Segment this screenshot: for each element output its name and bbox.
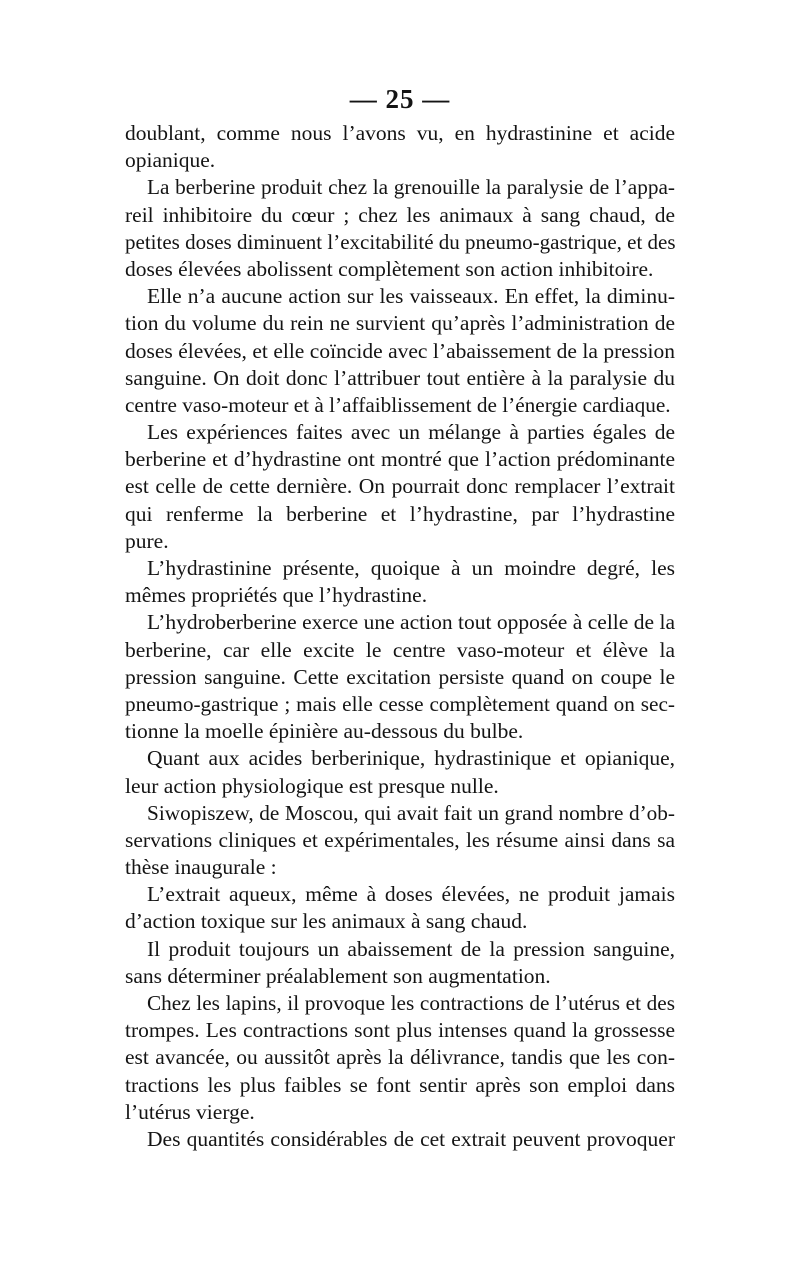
text-line: d’action toxique sur les animaux à sang chaud. [125,909,528,934]
text-line: tionne la moelle épinière au-dessous du bulbe. [125,719,524,744]
page-number: — 25 — [349,84,451,114]
text-line: mêmes propriétés que l’hydrastine. [125,583,428,608]
text-line: pure. [125,528,169,553]
text-line: sans déterminer préalablement son augmentation. [125,963,551,988]
text-line: trompes. Les contractions sont plus intenses quand la grossesse [125,1018,675,1043]
text-line: est celle de cette dernière. On pourrait donc remplacer l’extrait [125,474,675,499]
text-line: servations cliniques et expérimentales, les résume ainsi dans sa [125,827,675,852]
text-line: L’hydroberberine exerce une action tout opposée à celle de la [147,610,675,635]
text-line: doses élevées, et elle coïncide avec l’abaissement de la pression [125,338,675,363]
body-text [125,120,675,1153]
text-line: centre vaso-moteur et à l’affaiblissement de l’énergie cardiaque. [125,392,671,417]
text-line: Chez les lapins, il provoque les contractions de l’utérus et des [147,991,675,1015]
text-line: est avancée, ou aussitôt après la délivrance, tandis que les con- [125,1045,675,1070]
text-line: opianique. [125,148,216,173]
text-line: berberine, car elle excite le centre vaso-moteur et élève la [125,637,675,662]
text-line: pneumo-gastrique ; mais elle cesse complètement quand on sec- [125,691,675,716]
text-line: Siwopiszew, de Moscou, qui avait fait un grand nombre d’ob- [147,800,675,825]
text-line: L’hydrastinine présente, quoique à un moindre degré, les [147,556,675,580]
text-line: Il produit toujours un abaissement de la pression sanguine, [147,936,675,961]
text-line: sanguine. On doit donc l’attribuer tout entière à la paralysie du [125,365,675,390]
text-line: tractions les plus faibles se font sentir après son emploi dans [125,1072,675,1097]
text-line: l’utérus vierge. [125,1099,255,1124]
text-line: Elle n’a aucune action sur les vaisseaux. En effet, la diminu- [147,284,675,309]
text-line: Les expériences faites avec un mélange à parties égales de [147,420,675,445]
text-line: doses élevées abolissent complètement son action inhibitoire. [125,256,654,281]
text-line: petites doses diminuent l’excitabilité du pneumo-gastrique, et des [125,229,676,254]
text-line: Quant aux acides berberinique, hydrastinique et opianique, [147,746,675,771]
text-line: berberine et d’hydrastine ont montré que l’action prédominante [125,447,675,472]
text-line: qui renferme la berberine et l’hydrastine, par l’hydrastine [125,501,675,526]
text-line: tion du volume du rein ne survient qu’après l’administration de [125,311,675,336]
text-line: doublant, comme nous l’avons vu, en hydrastinine et acide [125,121,675,145]
text-line: Des quantités considérables de cet extrait peuvent provoquer [147,1126,675,1151]
text-line: pression sanguine. Cette excitation persiste quand on coupe le [125,664,675,689]
text-line: La berberine produit chez la grenouille la paralysie de l’appa- [147,175,675,200]
text-line: L’extrait aqueux, même à doses élevées, ne produit jamais [147,882,675,907]
text-line: leur action physiologique est presque nulle. [125,773,499,798]
text-line: thèse inaugurale : [125,855,277,880]
text-line: reil inhibitoire du cœur ; chez les animaux à sang chaud, de [125,202,675,227]
